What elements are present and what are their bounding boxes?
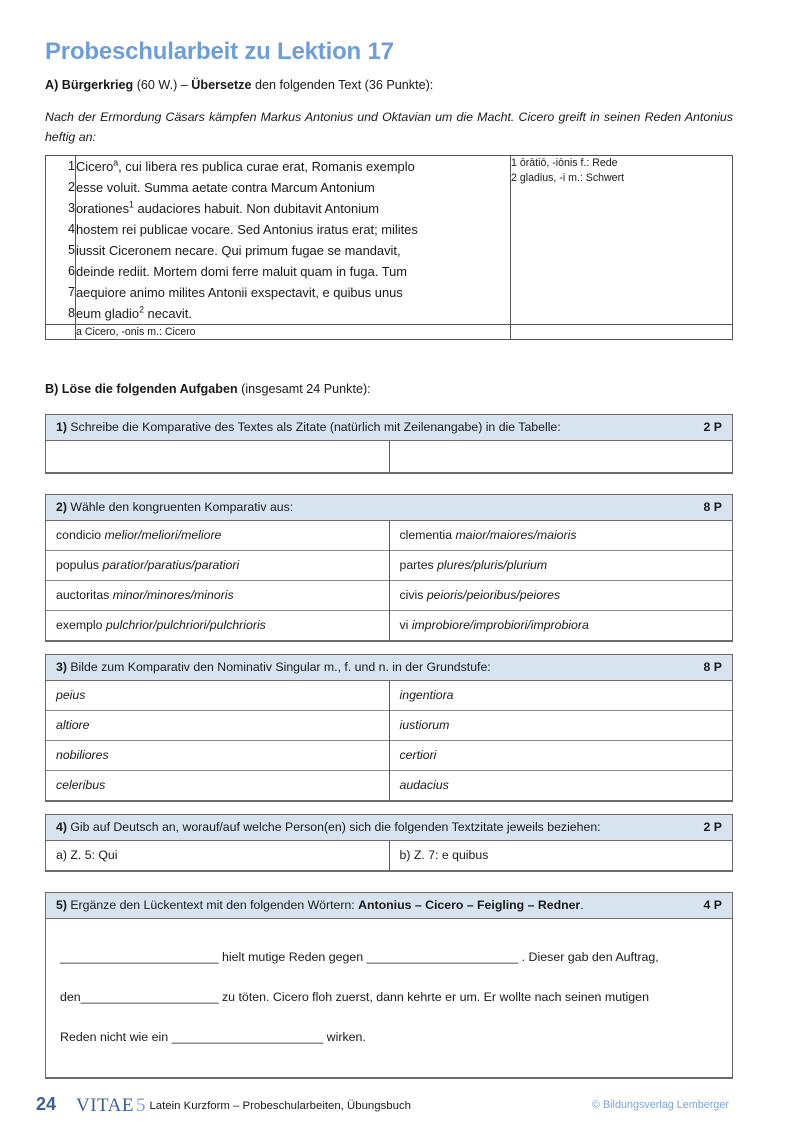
exercise-2-title-wrap (56, 500, 293, 514)
section-a-label: A) (45, 78, 59, 92)
cloze-text-4: zu töten. Cicero floh zuerst, dann kehrte er um. Er wollte nach seinen mutigen (218, 990, 649, 1004)
comparative-cell[interactable] (46, 771, 389, 801)
exercise-5-title-post: . (580, 898, 584, 912)
cloze-line-2 (60, 977, 718, 1017)
section-b-heading (45, 382, 371, 396)
footnote-cell: a Cicero, -onis m.: Cicero (76, 325, 511, 340)
cloze-text[interactable] (46, 919, 732, 1077)
table-row (46, 771, 732, 801)
quote-cell-a[interactable]: a) Z. 5: Qui (46, 841, 389, 870)
latin-text-table (45, 155, 733, 340)
brand-volume: 5 (135, 1095, 146, 1116)
latin-line: aequiore animo milites Antonii exspectavit, e quibus unus (76, 285, 403, 300)
section-a-topic: Bürgerkrieg (61, 78, 134, 92)
exercise-3-title-wrap (56, 660, 491, 674)
option-forms: melior/meliori/meliore (104, 528, 222, 542)
section-a-wordcount: (60 W.) – (136, 78, 188, 92)
option-cell[interactable] (46, 521, 389, 551)
option-cell[interactable] (389, 611, 732, 641)
option-cell[interactable] (46, 551, 389, 581)
exercise-2-points: 8 P (703, 500, 722, 514)
exercise-1-header (46, 415, 732, 441)
option-lemma: vi (399, 618, 412, 632)
latin-line: deinde rediit. Mortem domi ferre maluit quam in fuga. Tum (76, 264, 408, 279)
exercise-1-title-wrap (56, 420, 561, 434)
page-number: 24 (36, 1094, 57, 1114)
option-cell[interactable] (46, 611, 389, 641)
latin-text-row (46, 156, 733, 325)
option-lemma: clementia (399, 528, 456, 542)
latin-line: eum gladio$^2$ necavit. (76, 304, 192, 321)
cloze-gap-1[interactable]: _______________________ (60, 950, 219, 964)
footnote-blank-cell (511, 325, 733, 340)
comparative-form: audacius (399, 778, 449, 792)
exercise-3-title: Bilde zum Komparativ den Nominativ Singular m., f. und n. in der Grundstufe: (70, 660, 491, 674)
exercise-2-number: 2) (56, 500, 67, 514)
option-lemma: condicio (56, 528, 105, 542)
exercise-4-title: Gib auf Deutsch an, worauf/auf welche Person(en) sich die folgenden Textzitate jeweils beziehen: (70, 820, 601, 834)
table-row (46, 441, 732, 472)
option-forms: maior/maiores/maioris (455, 528, 577, 542)
section-b-label: B) (45, 382, 59, 396)
answer-cell-right[interactable] (389, 441, 732, 472)
table-row (46, 521, 732, 551)
exercise-5-title-pre: Ergänze den Lückentext mit den folgenden Wörtern: (70, 898, 359, 912)
option-lemma: auctoritas (56, 588, 113, 602)
section-a-instruction-rest: den folgenden Text (36 Punkte): (254, 78, 434, 92)
table-row (46, 551, 732, 581)
section-a-heading (45, 78, 433, 92)
cloze-text-1: hielt mutige Reden gegen (218, 950, 367, 964)
quote-cell-b[interactable]: b) Z. 7: e quibus (399, 848, 489, 862)
exercise-4-header (46, 815, 732, 841)
option-lemma: populus (56, 558, 103, 572)
cloze-text-5: Reden nicht wie ein (60, 1030, 172, 1044)
comparative-form: certiori (399, 748, 437, 762)
exercise-3-points: 8 P (703, 660, 722, 674)
exercise-4-number: 4) (56, 820, 67, 834)
comparative-form: peius (56, 688, 86, 702)
cloze-line-1 (60, 937, 718, 977)
latin-line: hostem rei publicae vocare. Sed Antonius iratus erat; milites (76, 222, 418, 237)
exercise-5-title-wrap (56, 898, 584, 912)
comparative-cell[interactable] (46, 741, 389, 771)
section-a-instruction-bold: Übersetze (191, 78, 252, 92)
comparative-cell[interactable] (389, 681, 732, 711)
exercise-2-grid (46, 521, 732, 640)
answer-cell-left[interactable] (46, 441, 389, 472)
comparative-cell[interactable] (46, 681, 389, 711)
option-lemma: exemplo (56, 618, 106, 632)
option-cell[interactable] (389, 581, 732, 611)
option-forms: paratior/paratius/paratiori (102, 558, 240, 572)
vocabulary-entry: 2 gladius, -i m.: Schwert (511, 171, 625, 184)
cloze-line-3 (60, 1017, 718, 1057)
exercise-2-title: Wähle den kongruenten Komparativ aus: (70, 500, 294, 514)
latin-line: Cicero$^a$, cui libera res publica curae erat, Romanis exemplo (76, 157, 415, 174)
line-number: 8 (67, 306, 75, 320)
cloze-text-2: . Dieser gab den Auftrag, (518, 950, 659, 964)
latin-line: orationes$^1$ audaciores habuit. Non dubitavit Antonium (76, 199, 380, 216)
footer-subtitle: Latein Kurzform – Probeschularbeiten, Übungsbuch (149, 1100, 411, 1112)
comparative-form: ingentiora (399, 688, 454, 702)
option-lemma: partes (399, 558, 438, 572)
table-row (46, 711, 732, 741)
exercise-4-points: 2 P (703, 820, 722, 834)
cloze-text-3: den (60, 990, 81, 1004)
brand-name: VITAE (76, 1095, 134, 1116)
line-number: 3 (67, 201, 75, 215)
footer-copyright: © Bildungsverlag Lemberger (592, 1099, 729, 1111)
option-forms: minor/minores/minoris (112, 588, 234, 602)
table-row (46, 681, 732, 711)
exercise-1 (45, 414, 733, 474)
footer-brand (76, 1095, 411, 1117)
table-row (46, 841, 732, 870)
page-footer (0, 1092, 800, 1122)
exercise-3-header (46, 655, 732, 681)
line-number-column (46, 156, 76, 325)
option-forms: plures/pluris/plurium (437, 558, 548, 572)
comparative-form: celeribus (56, 778, 106, 792)
comparative-cell[interactable] (389, 711, 732, 741)
latin-lines-column (76, 156, 511, 325)
exercise-5-number: 5) (56, 898, 67, 912)
comparative-cell[interactable] (46, 711, 389, 741)
option-cell[interactable] (46, 581, 389, 611)
latin-line: iussit Ciceronem necare. Qui primum fugae se mandavit, (76, 243, 401, 258)
option-lemma: civis (399, 588, 427, 602)
exercise-1-number: 1) (56, 420, 67, 434)
exercise-3-grid (46, 681, 732, 800)
section-a-intro: Nach der Ermordung Cäsars kämpfen Markus Antonius und Oktavian um die Macht. Cicero greift in seinen Reden Antonius heftig an: (45, 110, 733, 144)
section-b-heading-rest: (insgesamt 24 Punkte): (241, 382, 371, 396)
line-number: 7 (67, 285, 75, 299)
exercise-5-points: 4 P (703, 898, 722, 912)
line-number: 6 (67, 264, 75, 278)
footnote-number-cell (46, 325, 76, 340)
exercise-1-points: 2 P (703, 420, 722, 434)
cloze-gap-2[interactable]: ______________________ (366, 950, 519, 964)
cloze-gap-4[interactable]: ______________________ (171, 1030, 324, 1044)
option-cell[interactable] (389, 521, 732, 551)
option-cell[interactable] (389, 551, 732, 581)
comparative-form: iustiorum (399, 718, 450, 732)
cloze-gap-3[interactable]: ____________________ (80, 990, 219, 1004)
exercise-3-number: 3) (56, 660, 67, 674)
vocabulary-column (511, 156, 733, 325)
exercise-5 (45, 892, 733, 1079)
comparative-cell[interactable] (389, 741, 732, 771)
table-row (46, 611, 732, 641)
table-row (46, 581, 732, 611)
exercise-2 (45, 494, 733, 642)
exercise-5-header (46, 893, 732, 919)
section-b-heading-bold: Löse die folgenden Aufgaben (61, 382, 238, 396)
vocabulary-entry: 1 ōrātiō, -iōnis f.: Rede (511, 157, 618, 169)
exercise-4-grid (46, 841, 732, 870)
line-number: 5 (67, 243, 75, 257)
table-row (46, 741, 732, 771)
exercise-1-grid (46, 441, 732, 472)
line-number: 4 (67, 222, 75, 236)
exercise-4-title-wrap (56, 820, 601, 834)
option-forms: improbiore/improbiori/improbiora (411, 618, 589, 632)
exercise-5-wordlist: Antonius – Cicero – Feigling – Redner (358, 898, 581, 912)
comparative-form: nobiliores (56, 748, 109, 762)
latin-line: esse voluit. Summa aetate contra Marcum Antonium (76, 180, 375, 195)
option-forms: pulchrior/pulchriori/pulchrioris (105, 618, 266, 632)
latin-footnote-row (46, 325, 733, 340)
option-forms: peioris/peioribus/peiores (426, 588, 561, 602)
exercise-2-header (46, 495, 732, 521)
line-number: 2 (67, 180, 75, 194)
line-number: 1 (67, 159, 75, 173)
exercise-3 (45, 654, 733, 802)
exercise-1-title: Schreibe die Komparative des Textes als Zitate (natürlich mit Zeilenangabe) in die Tabelle: (70, 420, 561, 434)
comparative-form: altiore (56, 718, 90, 732)
comparative-cell[interactable] (389, 771, 732, 801)
exercise-4 (45, 814, 733, 872)
page-title: Probeschularbeit zu Lektion 17 (45, 38, 394, 65)
cloze-text-6: wirken. (323, 1030, 366, 1044)
